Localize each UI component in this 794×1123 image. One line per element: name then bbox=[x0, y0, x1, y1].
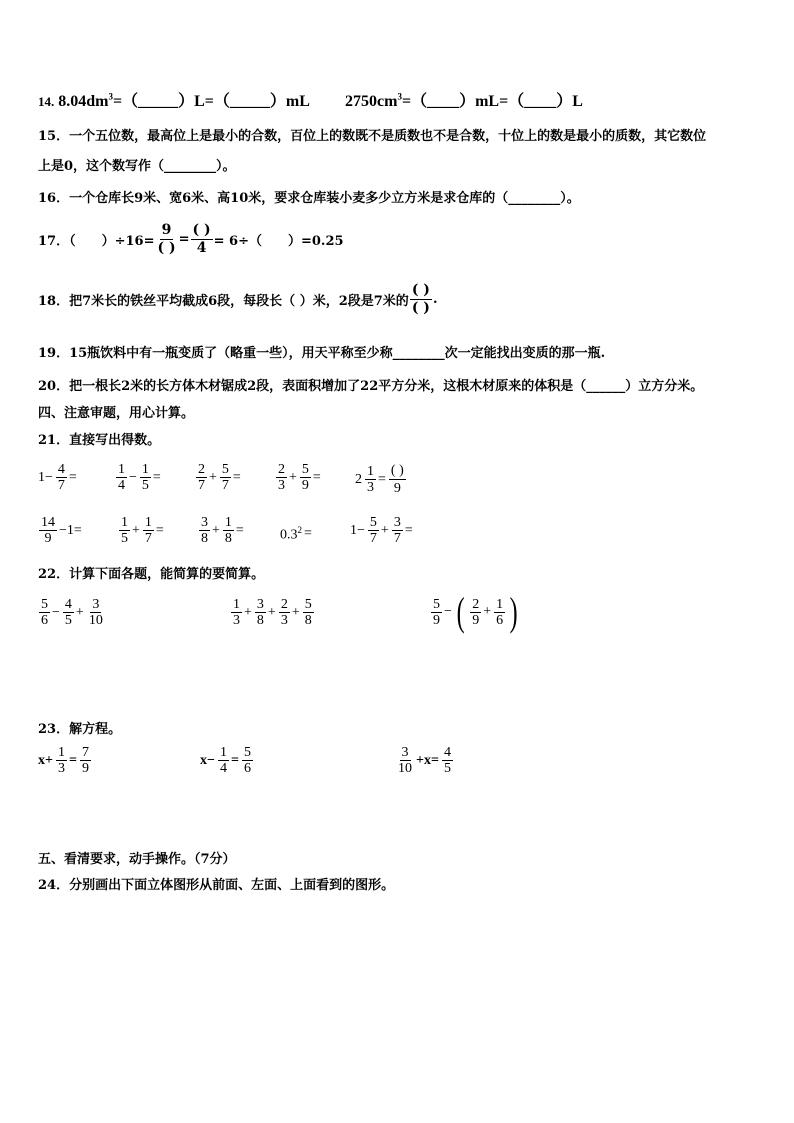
expression-22-2: $\frac{1}{3}$ + $\frac{3}{8}$ + $\frac{2}{3}$ + $\frac{5}{8}$ bbox=[233, 597, 312, 628]
exercise-21-9: $0.3^2$ = bbox=[280, 525, 312, 543]
question-19: 19．15瓶饮料中有一瓶变质了（略重一些），用天平称至少称________次一定能找出变质的那一瓶. bbox=[38, 346, 606, 361]
section-4-title: 四、注意审题，用心计算。 bbox=[38, 406, 195, 421]
question-16: 16．一个仓库长9米、宽6米、高10米，要求仓库装小麦多少立方米是求仓库的（________）。 bbox=[38, 191, 580, 206]
fraction: $\frac{9}{( )}$ bbox=[157, 222, 176, 256]
question-21-title: 21．直接写出得数。 bbox=[38, 433, 161, 448]
question-20: 20．把一根长2米的长方体木材锯成2段，表面积增加了22平方分米，这根木材原来的体积是（______）立方分米。 bbox=[38, 379, 704, 394]
question-15-line2: 上是0，这个数写作（________）。 bbox=[38, 159, 236, 174]
expression-22-3: $\frac{5}{9}$ − ( $\frac{2}{9}$ + $\frac{1}{6}$ ) bbox=[433, 589, 518, 634]
equation-23-3: $\frac{3}{10}$ +x= $\frac{4}{5}$ bbox=[398, 745, 451, 776]
question-17: 17．（ ）÷16= $\frac{9}{( )}$ = $\frac{( )}{4}$ = 6÷（ ）=0.25 bbox=[38, 222, 344, 256]
volume-conversion-2: $2750cm^3=(\_\_\_\_)mL=(\_\_\_\_)L$ bbox=[345, 91, 583, 110]
exercise-21-5: 2 $\frac{1}{3}$ = $\frac{( )}{9}$ bbox=[355, 463, 404, 496]
exercise-21-10: 1− $\frac{5}{7}$ + $\frac{3}{7}$ = bbox=[350, 515, 413, 546]
equation-23-1: x+ $\frac{1}{3}$ = $\frac{7}{9}$ bbox=[38, 745, 89, 776]
question-24: 24．分别画出下面立体图形从前面、左面、上面看到的图形。 bbox=[38, 878, 395, 893]
question-14 bbox=[38, 88, 583, 111]
equation-23-2: x− $\frac{1}{4}$ = $\frac{5}{6}$ bbox=[200, 745, 251, 776]
fraction: $\frac{( )}{4}$ bbox=[192, 222, 211, 256]
exercise-21-4: $\frac{2}{3}$ + $\frac{5}{9}$ = bbox=[278, 462, 321, 493]
question-15-line1: 15．一个五位数，最高位上是最小的合数，百位上的数既不是质数也不是合数，十位上的数是最小的质数，其它数位 bbox=[38, 129, 707, 144]
exercise-21-3: $\frac{2}{7}$ + $\frac{5}{7}$ = bbox=[198, 462, 241, 493]
exercise-21-6: $\frac{14}{9}$ −1= bbox=[41, 515, 82, 546]
section-5-title: 五、看清要求，动手操作。（7分） bbox=[38, 852, 236, 867]
question-23-title: 23．解方程。 bbox=[38, 722, 122, 737]
fraction: $\frac{( )}{( )}$ bbox=[411, 282, 430, 316]
expression-22-1: $\frac{5}{6}$ − $\frac{4}{5}$ + $\frac{3}{10}$ bbox=[41, 597, 103, 628]
volume-conversion-1: $8.04dm^3=(\_\_\_\_\_)L=(\_\_\_\_\_)mL$ bbox=[58, 91, 310, 110]
exercise-21-7: $\frac{1}{5}$ + $\frac{1}{7}$ = bbox=[121, 515, 164, 546]
exercise-21-2: $\frac{1}{4}$ − $\frac{1}{5}$ = bbox=[118, 462, 161, 493]
question-18: 18．把7米长的铁丝平均截成6段，每段长（ ）米，2段是7米的 $\frac{( )}{( )}$ . bbox=[38, 282, 438, 316]
exercise-21-1: 1− $\frac{4}{7}$ = bbox=[38, 462, 77, 493]
question-number: 14. bbox=[38, 94, 55, 109]
exercise-21-8: $\frac{3}{8}$ + $\frac{1}{8}$ = bbox=[201, 515, 244, 546]
question-22-title: 22．计算下面各题，能简算的要简算。 bbox=[38, 567, 265, 582]
